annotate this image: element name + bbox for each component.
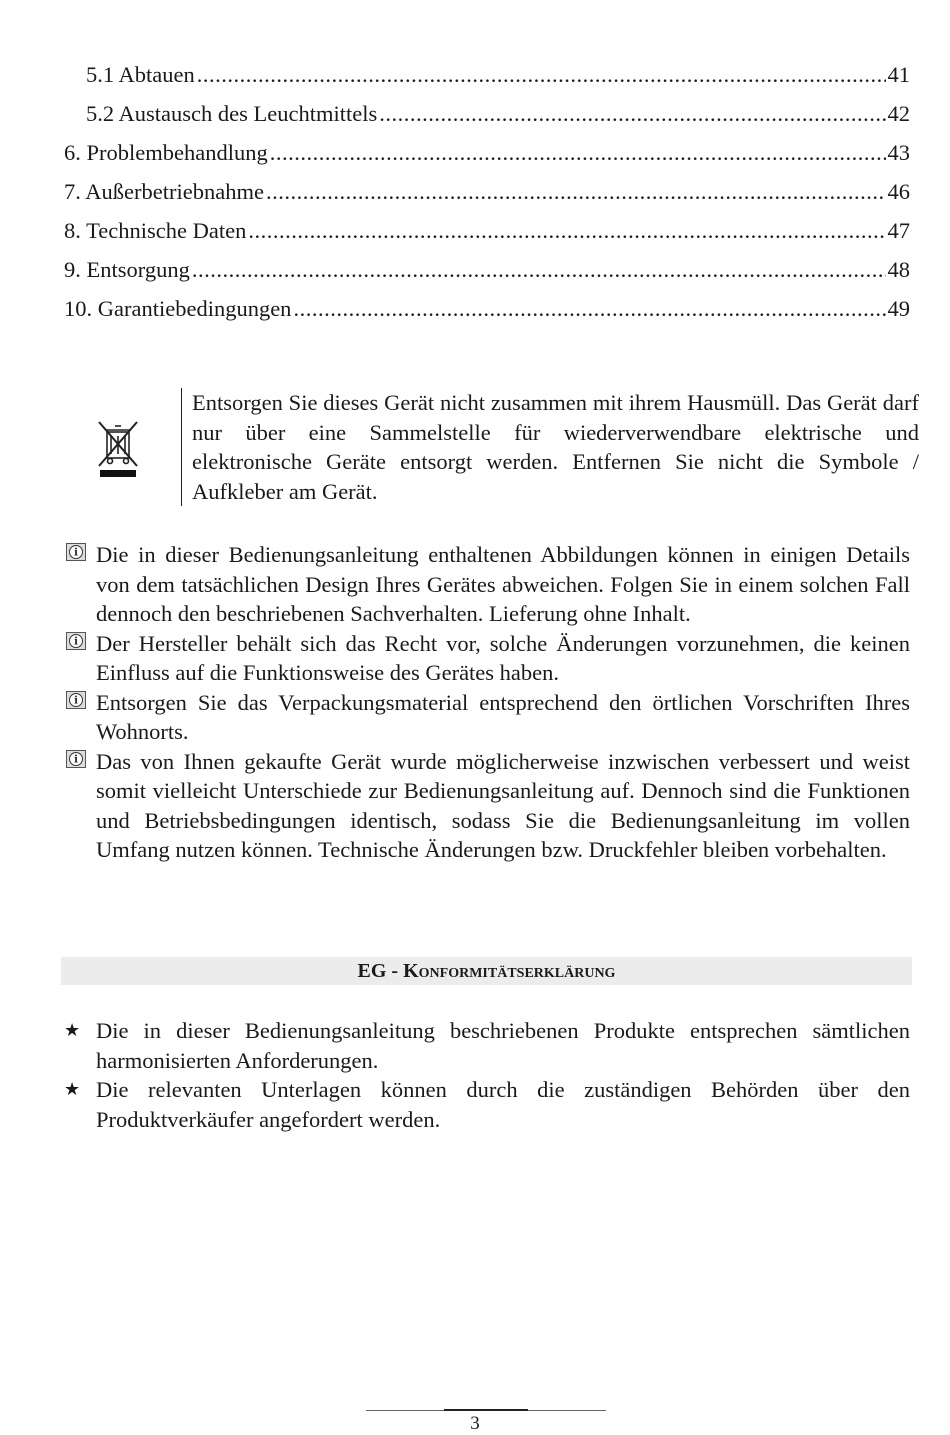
toc-entry-page: 43 (887, 140, 910, 165)
toc-entry[interactable] (86, 62, 910, 94)
toc-leader-dots (248, 218, 885, 244)
crossed-out-wheelie-bin-icon (96, 420, 140, 478)
toc-leader-dots (293, 296, 885, 322)
toc-entry-page: 42 (887, 101, 910, 126)
toc-entry-title: 8. Technische Daten (64, 218, 247, 243)
svg-text:i: i (74, 636, 78, 647)
star-icon: ★ (64, 1020, 81, 1040)
section-heading-conformity (61, 957, 912, 985)
info-note-text: Entsorgen Sie das Verpackungsmaterial entsprechend den örtlichen Vorschriften Ihres Wohnorts. (96, 689, 910, 744)
info-note-text: Das von Ihnen gekaufte Gerät wurde möglicherweise inzwischen verbessert und weist somit vielleicht Unterschiede zur Bedienungsanleitung auf. Dennoch sind die Funktionen und Betriebsbedingungen identisch, sodass Sie die Bedienungsanleitung im vollen Umfang nutzen können. Technische Änderungen bzw. Druckfehler bleiben vorbehalten. (96, 748, 910, 862)
toc-leader-dots (197, 62, 886, 88)
footer-divider-accent (444, 1409, 528, 1411)
toc-leader-dots (266, 179, 886, 205)
svg-text:i: i (74, 695, 78, 706)
svg-text:i: i (74, 754, 78, 765)
toc-entry[interactable] (64, 218, 910, 250)
info-note (64, 688, 910, 747)
toc-entry-page: 48 (887, 257, 910, 282)
toc-entry[interactable] (86, 101, 910, 133)
info-note-text: Der Hersteller behält sich das Recht vor, solche Änderungen vorzunehmen, die keinen Einfluss auf die Funktionsweise des Gerätes haben. (96, 630, 910, 685)
toc-entry[interactable] (64, 179, 910, 211)
info-icon (66, 543, 86, 561)
toc-entry-page: 46 (887, 179, 910, 204)
page-number: 3 (470, 1413, 480, 1434)
conformity-item (64, 1075, 910, 1134)
toc-entry-title: 9. Entsorgung (64, 257, 190, 282)
toc-leader-dots (192, 257, 886, 283)
info-notes-list (64, 540, 910, 865)
svg-text:i: i (74, 547, 78, 559)
toc-entry-title: 7. Außerbetriebnahme (64, 179, 264, 204)
toc-entry-page: 49 (887, 296, 910, 321)
heading-prefix: EG - K (357, 960, 419, 982)
toc-entry[interactable] (64, 257, 910, 289)
info-note (64, 629, 910, 688)
heading-rest: onformitätserklärung (418, 960, 616, 982)
conformity-item-text: Die relevanten Unterlagen können durch die zuständigen Behörden über den Produktverkäufer angefordert werden. (96, 1077, 910, 1132)
toc-leader-dots (270, 140, 886, 166)
toc-entry[interactable] (64, 296, 910, 328)
conformity-list (64, 1016, 910, 1134)
star-icon: ★ (64, 1079, 81, 1099)
toc-entry-page: 47 (887, 218, 910, 243)
info-note (64, 540, 910, 629)
toc-leader-dots (379, 101, 885, 127)
toc-entry-title: 5.1 Abtauen (86, 62, 195, 87)
disposal-notice: Entsorgen Sie dieses Gerät nicht zusammen mit ihrem Hausmüll. Das Gerät darf nur über eine Sammelstelle für wiederverwendbare elektrische und elektronische Geräte entsorgt werden. Entfernen Sie nicht die Symbole / Aufkleber am Gerät. (181, 388, 919, 506)
toc-entry[interactable] (64, 140, 910, 172)
conformity-item-text: Die in dieser Bedienungsanleitung beschriebenen Produkte entsprechen sämtlichen harmonisierten Anforderungen. (96, 1018, 910, 1073)
toc-entry-page: 41 (887, 62, 910, 87)
conformity-item (64, 1016, 910, 1075)
info-icon (66, 750, 86, 768)
info-icon (66, 691, 86, 709)
info-note (64, 747, 910, 865)
toc-entry-title: 6. Problembehandlung (64, 140, 268, 165)
info-icon (66, 632, 86, 650)
info-note-text: Die in dieser Bedienungsanleitung enthaltenen Abbildungen können in einigen Details von dem tatsächlichen Design Ihres Gerätes abweichen. Folgen Sie in einem solchen Fall dennoch den beschriebenen Sachverhalten. Lieferung ohne Inhalt. (96, 542, 910, 626)
toc-entry-title: 10. Garantiebedingungen (64, 296, 292, 321)
toc-entry-title: 5.2 Austausch des Leuchtmittels (86, 101, 378, 126)
